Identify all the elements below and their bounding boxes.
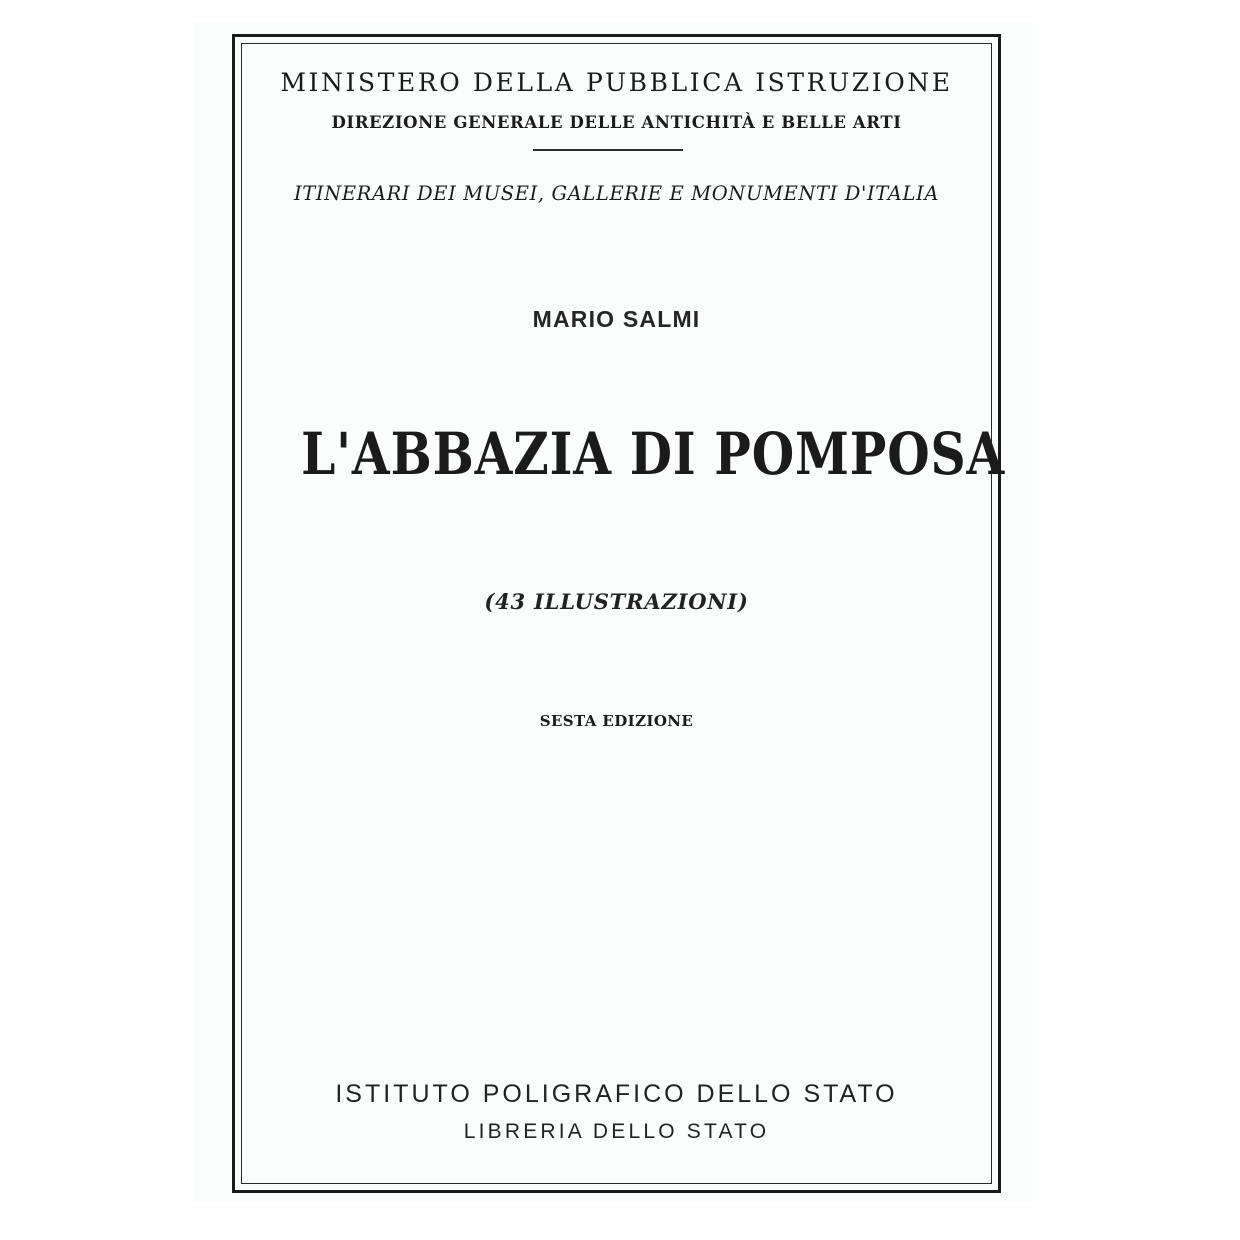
illustrations-note: (43 ILLUSTRAZIONI): [484, 589, 749, 614]
direction-subheading: DIREZIONE GENERALE DELLE ANTICHITÀ E BELLE ARTI: [331, 113, 902, 132]
ministry-heading: MINISTERO DELLA PUBBLICA ISTRUZIONE: [280, 68, 953, 97]
series-title: ITINERARI DEI MUSEI, GALLERIE E MONUMENTI D'ITALIA: [293, 182, 940, 205]
author-name: MARIO SALMI: [532, 306, 701, 332]
edition-note: SESTA EDIZIONE: [539, 712, 694, 730]
imprint-name: LIBRERIA DELLO STATO: [463, 1120, 770, 1143]
divider-rule: [533, 149, 683, 151]
publisher-name: ISTITUTO POLIGRAFICO DELLO STATO: [335, 1080, 898, 1108]
book-title: L'ABBAZIA DI POMPOSA: [301, 420, 1006, 488]
